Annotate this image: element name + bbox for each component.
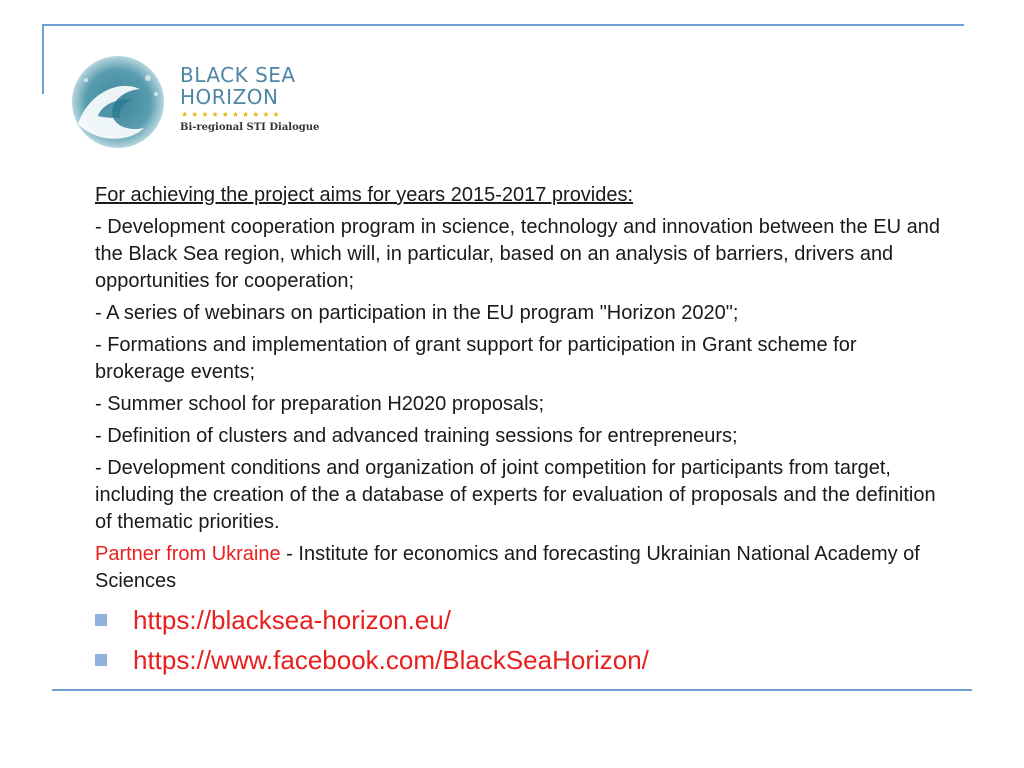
website-link[interactable]: https://blacksea-horizon.eu/ xyxy=(133,604,451,635)
left-divider xyxy=(42,24,44,94)
list-item xyxy=(95,600,945,640)
partner-text: - Institute for economics and forecasting Ukrainian National Academy of Sciences xyxy=(95,543,920,592)
facebook-link[interactable]: https://www.facebook.com/BlackSeaHorizon/ xyxy=(133,644,649,675)
links-list xyxy=(95,600,945,680)
logo-title: BLACK SEA HORIZON xyxy=(180,63,296,109)
square-bullet-icon xyxy=(95,614,107,626)
list-item: - Development conditions and organization of joint competition for participants from target, including the creation of the a database of experts for evaluation of proposals and the definition of thematic priorities. xyxy=(95,457,936,533)
partner-paragraph xyxy=(95,541,945,595)
intro-heading: For achieving the project aims for years 2015-2017 provides: xyxy=(95,184,634,206)
partner-label: Partner from Ukraine xyxy=(95,543,281,565)
bottom-divider xyxy=(52,689,972,691)
list-item: - A series of webinars on participation in the EU program "Horizon 2020"; xyxy=(95,302,739,324)
list-item: - Development cooperation program in science, technology and innovation between the EU and the Black Sea region, which will, in particular, based on an analysis of barriers, drivers and opportunities for cooperation; xyxy=(95,216,940,292)
logo-subtitle: Bi-regional STI Dialogue xyxy=(180,122,320,133)
list-item: - Definition of clusters and advanced training sessions for entrepreneurs; xyxy=(95,425,738,447)
top-divider xyxy=(42,24,964,26)
list-item: - Summer school for preparation H2020 proposals; xyxy=(95,393,545,415)
square-bullet-icon xyxy=(95,654,107,666)
list-item: - Formations and implementation of grant support for participation in Grant scheme for brokerage events; xyxy=(95,334,857,383)
list-item xyxy=(95,640,945,680)
black-sea-horizon-logo xyxy=(68,54,328,150)
main-content xyxy=(95,182,945,600)
logo-stars: ★★★★★★★★★★ xyxy=(181,110,283,119)
wave-logo-icon xyxy=(68,54,168,150)
